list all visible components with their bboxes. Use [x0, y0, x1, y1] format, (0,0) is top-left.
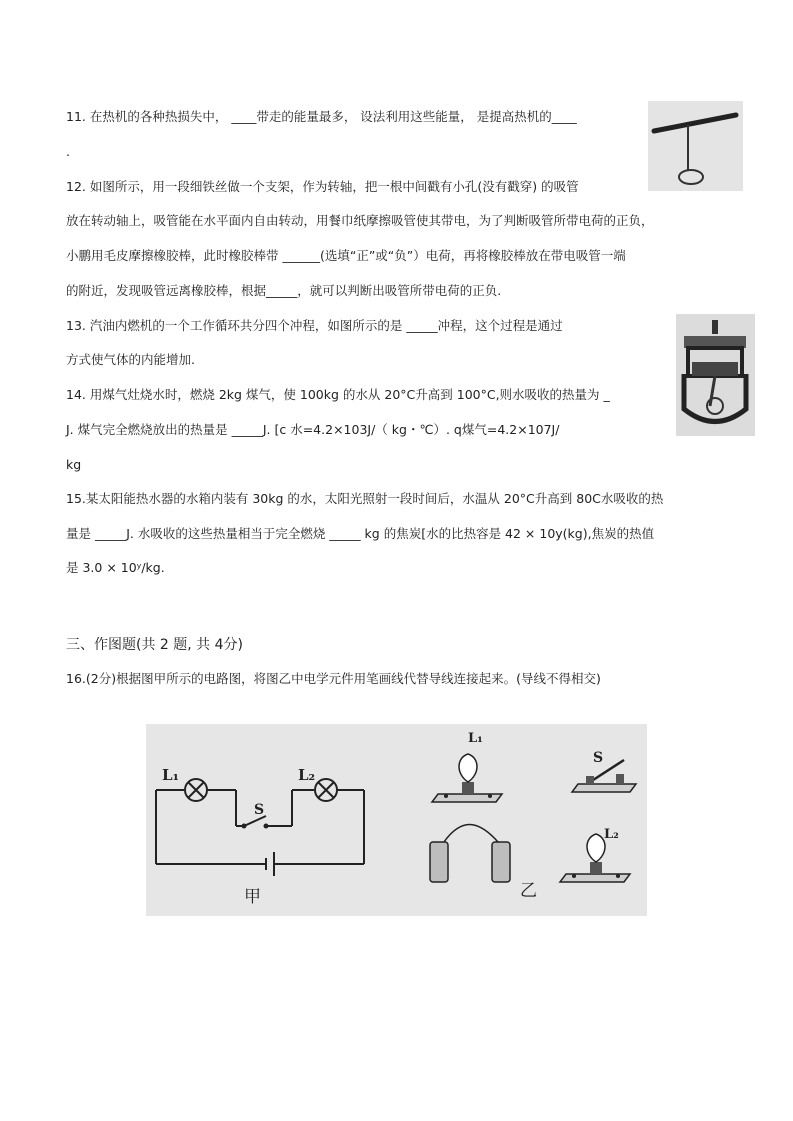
straw-pivot-figure — [648, 101, 743, 191]
label-jia: 甲 — [244, 887, 261, 907]
q14-line2: J. 煤气完全燃烧放出的热量是 _____J. [c 水=4.2×103J/（ kg・℃）. q煤气=4.2×107J/ — [66, 422, 560, 437]
q14-line1: 14. 用煤气灶烧水时，燃烧 2kg 煤气，使 100kg 的水从 20°C升高到 100°C,则水吸收的热量为 _ — [66, 387, 610, 402]
q15-line3: 是 3.0 × 10ʸ/kg. — [66, 560, 165, 575]
section-title: 三、作图题(共 2 题, 共 4分) — [66, 637, 243, 653]
label-bulb1: L₁ — [468, 731, 483, 746]
circuit-figure — [146, 724, 647, 916]
label-l2: L₂ — [298, 766, 316, 784]
q11-line1: 11. 在热机的各种热损失中， ____带走的能量最多， 设法利用这些能量， 是提高热机的____ — [66, 109, 577, 124]
q11-line2: . — [66, 144, 70, 159]
q12-line1: 12. 如图所示，用一段细铁丝做一个支架，作为转轴，把一根中间戳有小孔(没有戳穿) 的吸管 — [66, 179, 579, 194]
q15-line1: 15.某太阳能热水器的水箱内装有 30kg 的水，太阳光照射一段时间后，水温从 20°C升高到 80C水吸收的热 — [66, 491, 664, 506]
q15-line2: 量是 _____J. 水吸收的这些热量相当于完全燃烧 _____ kg 的焦炭[水的比热容是 42 × 10y(kg),焦炭的热值 — [66, 526, 655, 541]
label-yi: 乙 — [520, 881, 537, 901]
label-s: S — [254, 802, 265, 818]
q13-line2: 方式使气体的内能增加. — [66, 352, 195, 367]
q12-line4: 的附近，发现吸管远离橡胶棒，根据_____，就可以判断出吸管所带电荷的正负. — [66, 283, 502, 298]
label-switch: S — [593, 750, 604, 766]
engine-stroke-figure — [676, 314, 755, 436]
q13-line1: 13. 汽油内燃机的一个工作循环共分四个冲程，如图所示的是 _____冲程，这个过程是通过 — [66, 318, 563, 333]
q12-line2: 放在转动轴上，吸管能在水平面内自由转动，用餐巾纸摩擦吸管使其带电，为了判断吸管所带电荷的正负， — [66, 213, 654, 228]
q16-text: 16.(2分)根据图甲所示的电路图，将图乙中电学元件用笔画线代替导线连接起来。(导线不得相交) — [66, 671, 601, 686]
label-bulb2: L₂ — [604, 827, 619, 842]
q12-line3: 小鹏用毛皮摩擦橡胶棒，此时橡胶棒带 ______(选填“正”或“负”）电荷，再将橡胶棒放在带电吸管一端 — [66, 248, 626, 263]
label-l1: L₁ — [162, 766, 180, 784]
q14-line3: kg — [66, 457, 82, 472]
